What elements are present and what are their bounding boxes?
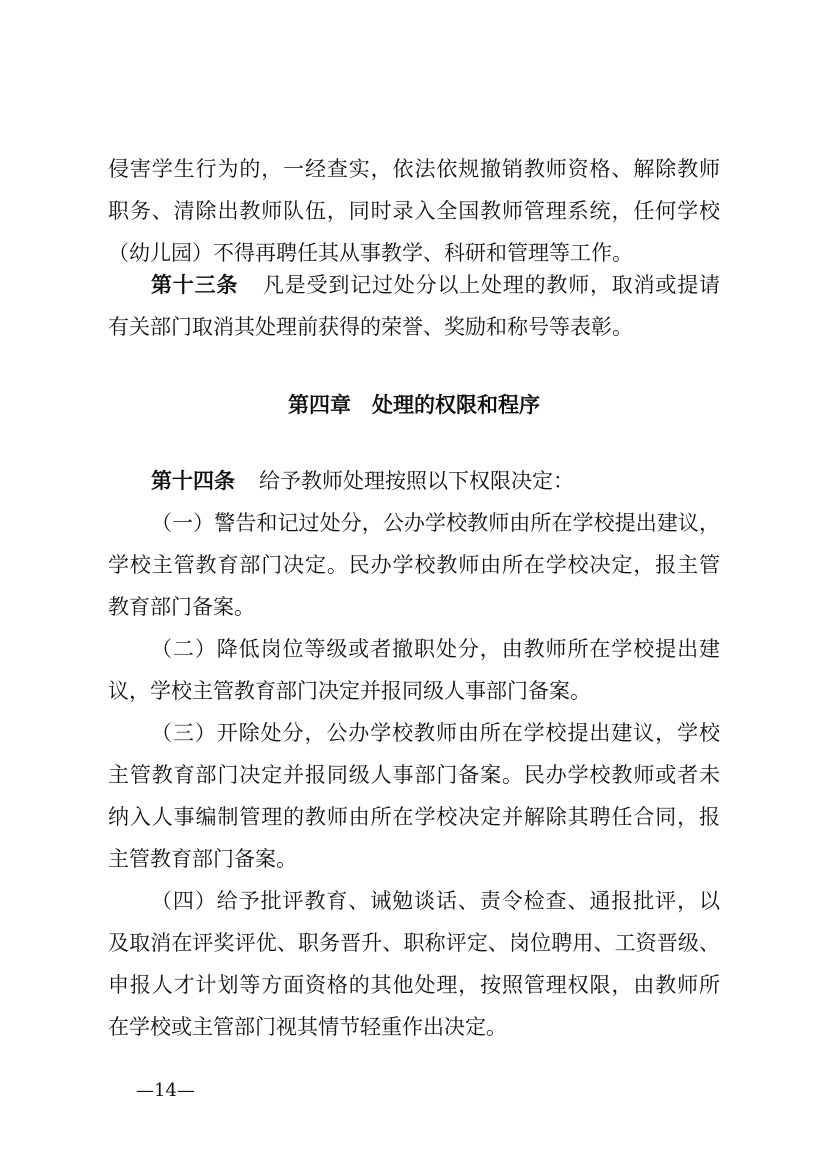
chapter-heading <box>108 386 720 424</box>
body-line: 职务、清除出教师队伍，同时录入全国教师管理系统，任何学校 <box>108 199 720 223</box>
item-1-line: （一）警告和记过处分，公办学校教师由所在学校提出建议， <box>151 511 720 535</box>
body-line: 侵害学生行为的，一经查实，依法依规撤销教师资格、解除教师 <box>108 157 720 181</box>
page-number: —14— <box>136 1080 195 1101</box>
item-2-line: 议，学校主管教育部门决定并报同级人事部门备案。 <box>108 679 591 703</box>
item-1-line: 教育部门备案。 <box>108 595 255 619</box>
article-13-label: 第十三条 <box>151 273 239 297</box>
item-4-line: 在学校或主管部门视其情节轻重作出决定。 <box>108 1015 507 1039</box>
item-4-line: 申报人才计划等方面资格的其他处理，按照管理权限，由教师所 <box>108 973 720 997</box>
article-13-line <box>151 266 720 304</box>
item-3-line: （三）开除处分，公办学校教师由所在学校提出建议，学校 <box>151 721 720 745</box>
item-3-line: 主管教育部门决定并报同级人事部门备案。民办学校教师或者未 <box>108 763 720 787</box>
article-13-text: 凡是受到记过处分以上处理的教师，取消或提请 <box>262 273 721 297</box>
body-line: （幼儿园）不得再聘任其从事教学、科研和管理等工作。 <box>108 241 633 265</box>
item-3-line: 纳入人事编制管理的教师由所在学校决定并解除其聘任合同，报 <box>108 805 720 829</box>
item-4-line: 及取消在评奖评优、职务晋升、职称评定、岗位聘用、工资晋级、 <box>108 931 720 955</box>
item-2-line: （二）降低岗位等级或者撤职处分，由教师所在学校提出建 <box>151 637 720 661</box>
item-1-line: 学校主管教育部门决定。民办学校教师由所在学校决定，报主管 <box>108 553 720 577</box>
article-14-label: 第十四条 <box>151 469 235 493</box>
article-13-line-2: 有关部门取消其处理前获得的荣誉、奖励和称号等表彰。 <box>108 315 633 339</box>
article-14-intro: 给予教师处理按照以下权限决定： <box>259 469 574 493</box>
chapter-number: 第四章 <box>288 393 351 417</box>
article-14-line <box>151 462 720 500</box>
chapter-title: 处理的权限和程序 <box>372 393 540 417</box>
item-3-line: 主管教育部门备案。 <box>108 847 297 871</box>
item-4-line: （四）给予批评教育、诫勉谈话、责令检查、通报批评，以 <box>151 889 720 913</box>
